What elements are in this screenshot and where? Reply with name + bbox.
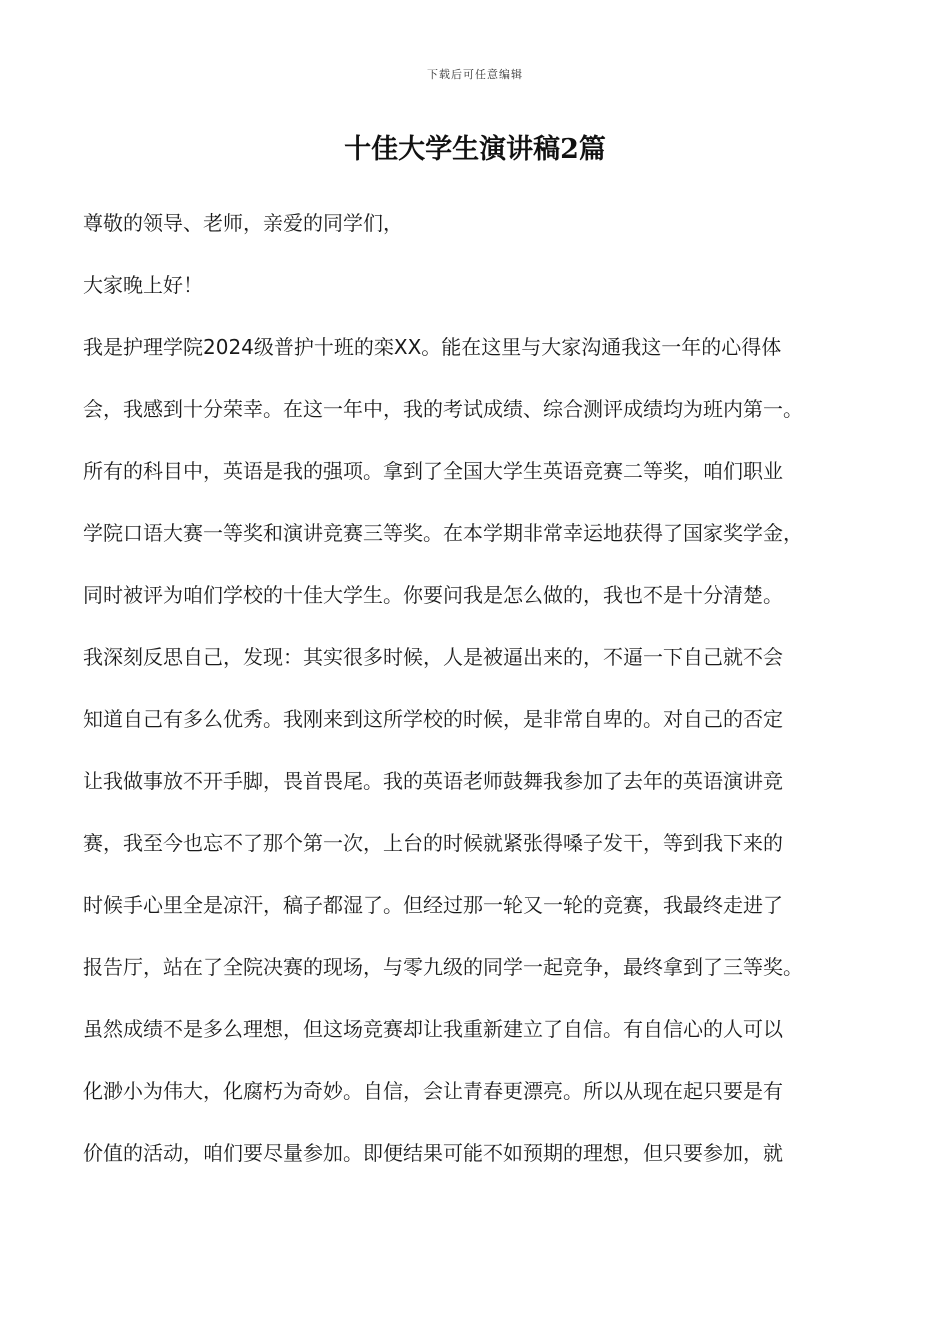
body-line: 同时被评为咱们学校的十佳大学生。你要问我是怎么做的，我也不是十分清楚。 bbox=[83, 583, 783, 607]
body-line: 所有的科目中，英语是我的强项。拿到了全国大学生英语竞赛二等奖，咱们职业 bbox=[83, 459, 783, 483]
body-line: 我深刻反思自己，发现：其实很多时候，人是被逼出来的，不逼一下自己就不会 bbox=[83, 645, 783, 669]
body-line: 虽然成绩不是多么理想，但这场竞赛却让我重新建立了自信。有自信心的人可以 bbox=[83, 1017, 783, 1041]
page-header-note: 下载后可任意编辑 bbox=[427, 68, 523, 81]
document-title: 十佳大学生演讲稿2篇 bbox=[344, 134, 606, 165]
body-line: 知道自己有多么优秀。我刚来到这所学校的时候，是非常自卑的。对自己的否定 bbox=[83, 707, 783, 731]
body-line: 尊敬的领导、老师，亲爱的同学们， bbox=[83, 211, 403, 235]
body-line: 学院口语大赛一等奖和演讲竞赛三等奖。在本学期非常幸运地获得了国家奖学金， bbox=[83, 521, 803, 545]
body-line: 我是护理学院2024级普护十班的栾XX。能在这里与大家沟通我这一年的心得体 bbox=[83, 335, 782, 359]
body-line: 化渺小为伟大，化腐朽为奇妙。自信，会让青春更漂亮。所以从现在起只要是有 bbox=[83, 1079, 783, 1103]
body-line: 大家晚上好！ bbox=[83, 273, 203, 297]
body-line: 赛，我至今也忘不了那个第一次，上台的时候就紧张得嗓子发干，等到我下来的 bbox=[83, 831, 783, 855]
body-line: 让我做事放不开手脚，畏首畏尾。我的英语老师鼓舞我参加了去年的英语演讲竞 bbox=[83, 769, 783, 793]
body-line: 报告厅，站在了全院决赛的现场，与零九级的同学一起竞争，最终拿到了三等奖。 bbox=[83, 955, 803, 979]
body-line: 会，我感到十分荣幸。在这一年中，我的考试成绩、综合测评成绩均为班内第一。 bbox=[83, 397, 803, 421]
body-line: 价值的活动，咱们要尽量参加。即便结果可能不如预期的理想，但只要参加，就 bbox=[83, 1141, 783, 1165]
document-body bbox=[83, 192, 873, 1184]
body-line: 时候手心里全是凉汗，稿子都湿了。但经过那一轮又一轮的竞赛，我最终走进了 bbox=[83, 893, 783, 917]
